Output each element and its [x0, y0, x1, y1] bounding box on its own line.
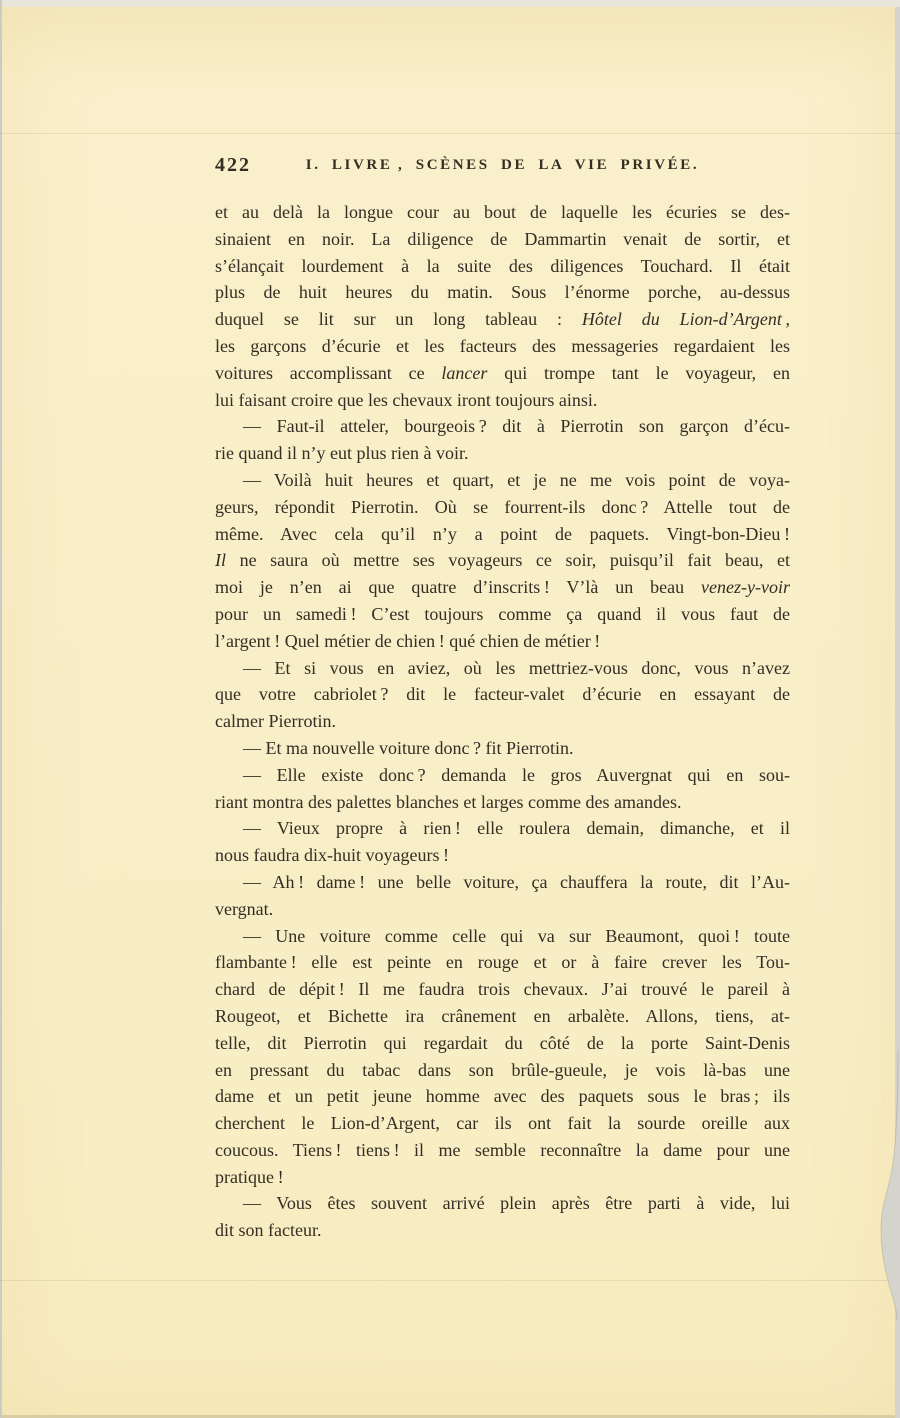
- page-text: [215, 199, 790, 1244]
- text-segment: moi je n’en ai que quatre d’inscrits ! V’là un beau: [215, 577, 702, 598]
- text-line: [215, 253, 790, 280]
- text-segment: calmer Pierrotin.: [215, 711, 336, 732]
- text-line: [215, 681, 790, 708]
- text-segment: rie quand il n’y eut plus rien à voir.: [215, 443, 469, 464]
- text-line: [215, 815, 790, 842]
- text-line: [215, 789, 790, 816]
- text-line: [215, 1217, 790, 1244]
- text-segment: plus de huit heures du matin. Sous l’énorme porche, au-dessus: [215, 282, 790, 303]
- text-segment: duquel se lit sur un long tableau :: [215, 309, 582, 330]
- text-line: [215, 601, 790, 628]
- text-segment: l’argent ! Quel métier de chien ! qué chien de métier !: [215, 630, 601, 651]
- text-segment: nous faudra dix-huit voyageurs !: [215, 845, 450, 866]
- text-segment: — Et ma nouvelle voiture donc ? fit Pierrotin.: [243, 737, 574, 758]
- text-line: [215, 923, 790, 950]
- text-segment: coucous. Tiens ! tiens ! il me semble reconnaître la dame pour une: [215, 1139, 790, 1160]
- text-line: [215, 467, 790, 494]
- text-line: [215, 1083, 790, 1110]
- text-line: [215, 1057, 790, 1084]
- text-segment: et au delà la longue cour au bout de laquelle les écuries se des-: [215, 202, 790, 222]
- text-segment: chard de dépit ! Il me faudra trois chevaux. J’ai trouvé le pareil à: [215, 979, 790, 1000]
- text-line: [215, 413, 790, 440]
- text-segment: ,: [781, 309, 790, 330]
- text-segment: flambante ! elle est peinte en rouge et or à faire crever les Tou-: [215, 952, 790, 973]
- text-line: [215, 976, 790, 1003]
- text-line: [215, 333, 790, 360]
- text-segment: dame et un petit jeune homme avec des paquets sous le bras ; ils: [215, 1086, 790, 1107]
- text-line: [215, 708, 790, 735]
- text-segment: — Ah ! dame ! une belle voiture, ça chauffera la route, dit l’Au-: [243, 871, 790, 892]
- text-segment: pratique !: [215, 1166, 284, 1187]
- scan-artifact-line: [0, 1280, 900, 1281]
- text-line: [215, 306, 790, 333]
- text-segment: pour un samedi ! C’est toujours comme ça quand il vous faut de: [215, 603, 790, 624]
- text-line: [215, 1030, 790, 1057]
- text-line: [215, 762, 790, 789]
- scan-artifact-line: [0, 133, 900, 134]
- text-segment: — Vieux propre à rien ! elle roulera demain, dimanche, et il: [243, 818, 790, 839]
- scan-top-edge: [0, 0, 900, 7]
- text-segment: ne saura où mettre ses voyageurs ce soir, puisqu’il fait beau, et: [226, 550, 790, 571]
- text-line: [215, 1190, 790, 1217]
- running-title: I. LIVRE , SCÈNES DE LA VIE PRIVÉE.: [305, 157, 700, 173]
- italic-text-segment: Hôtel du Lion-d’Argent: [581, 309, 782, 330]
- text-line: [215, 869, 790, 896]
- text-segment: qui trompe tant le voyageur, en: [487, 362, 790, 383]
- text-line: [215, 1137, 790, 1164]
- text-line: [215, 226, 790, 253]
- text-line: [215, 1003, 790, 1030]
- text-segment: vergnat.: [215, 898, 274, 919]
- text-line: [215, 896, 790, 923]
- italic-text-segment: Il: [215, 550, 226, 571]
- page-number: 422: [215, 154, 251, 176]
- text-line: [215, 199, 790, 226]
- text-segment: voitures accomplissant ce: [215, 362, 442, 383]
- text-segment: — Une voiture comme celle qui va sur Beaumont, quoi ! toute: [243, 925, 790, 946]
- text-segment: telle, dit Pierrotin qui regardait du côté de la porte Saint-Denis: [215, 1032, 790, 1053]
- text-segment: sinaient en noir. La diligence de Dammartin venait de sortir, et: [215, 228, 790, 249]
- text-line: [215, 279, 790, 306]
- text-segment: — Faut-il atteler, bourgeois ? dit à Pierrotin son garçon d’écu-: [243, 416, 790, 437]
- text-line: [215, 360, 790, 387]
- text-segment: riant montra des palettes blanches et larges comme des amandes.: [215, 791, 682, 812]
- text-segment: — Voilà huit heures et quart, et je ne me vois point de voya-: [243, 469, 790, 490]
- text-line: [215, 440, 790, 467]
- text-segment: même. Avec cela qu’il n’y a point de paquets. Vingt-bon-Dieu !: [215, 523, 790, 544]
- text-segment: dit son facteur.: [215, 1220, 322, 1241]
- text-segment: s’élançait lourdement à la suite des diligences Touchard. Il était: [215, 255, 790, 276]
- text-line: [215, 1110, 790, 1137]
- text-segment: — Elle existe donc ? demanda le gros Auvergnat qui en sou-: [243, 764, 790, 785]
- text-line: [215, 655, 790, 682]
- text-line: [215, 521, 790, 548]
- page-header: [215, 154, 790, 180]
- text-line: [215, 1164, 790, 1191]
- text-segment: geurs, répondit Pierrotin. Où se fourrent-ils donc ? Attelle tout de: [215, 496, 790, 517]
- text-segment: Rougeot, et Bichette ira crânement en arbalète. Allons, tiens, at-: [215, 1005, 790, 1026]
- italic-text-segment: lancer: [441, 362, 488, 383]
- text-line: [215, 547, 790, 574]
- text-segment: en pressant du tabac dans son brûle-gueule, je vois là-bas une: [215, 1059, 790, 1080]
- italic-text-segment: venez-y-voir: [701, 577, 790, 598]
- text-segment: — Vous êtes souvent arrivé plein après être parti à vide, lui: [243, 1193, 790, 1214]
- text-segment: que votre cabriolet ? dit le facteur-valet d’écurie en essayant de: [215, 684, 790, 705]
- text-line: [215, 842, 790, 869]
- text-line: [215, 628, 790, 655]
- text-segment: cherchent le Lion-d’Argent, car ils ont fait la sourde oreille aux: [215, 1113, 790, 1134]
- text-segment: les garçons d’écurie et les facteurs des messageries regardaient les: [215, 335, 790, 356]
- text-line: [215, 949, 790, 976]
- scan-left-edge: [0, 0, 2, 1418]
- text-line: [215, 735, 790, 762]
- text-line: [215, 494, 790, 521]
- torn-paper-edge: [870, 1050, 900, 1320]
- text-line: [215, 574, 790, 601]
- text-segment: lui faisant croire que les chevaux iront toujours ainsi.: [215, 389, 598, 410]
- text-line: [215, 387, 790, 414]
- text-segment: — Et si vous en aviez, où les mettriez-vous donc, vous n’avez: [243, 657, 790, 678]
